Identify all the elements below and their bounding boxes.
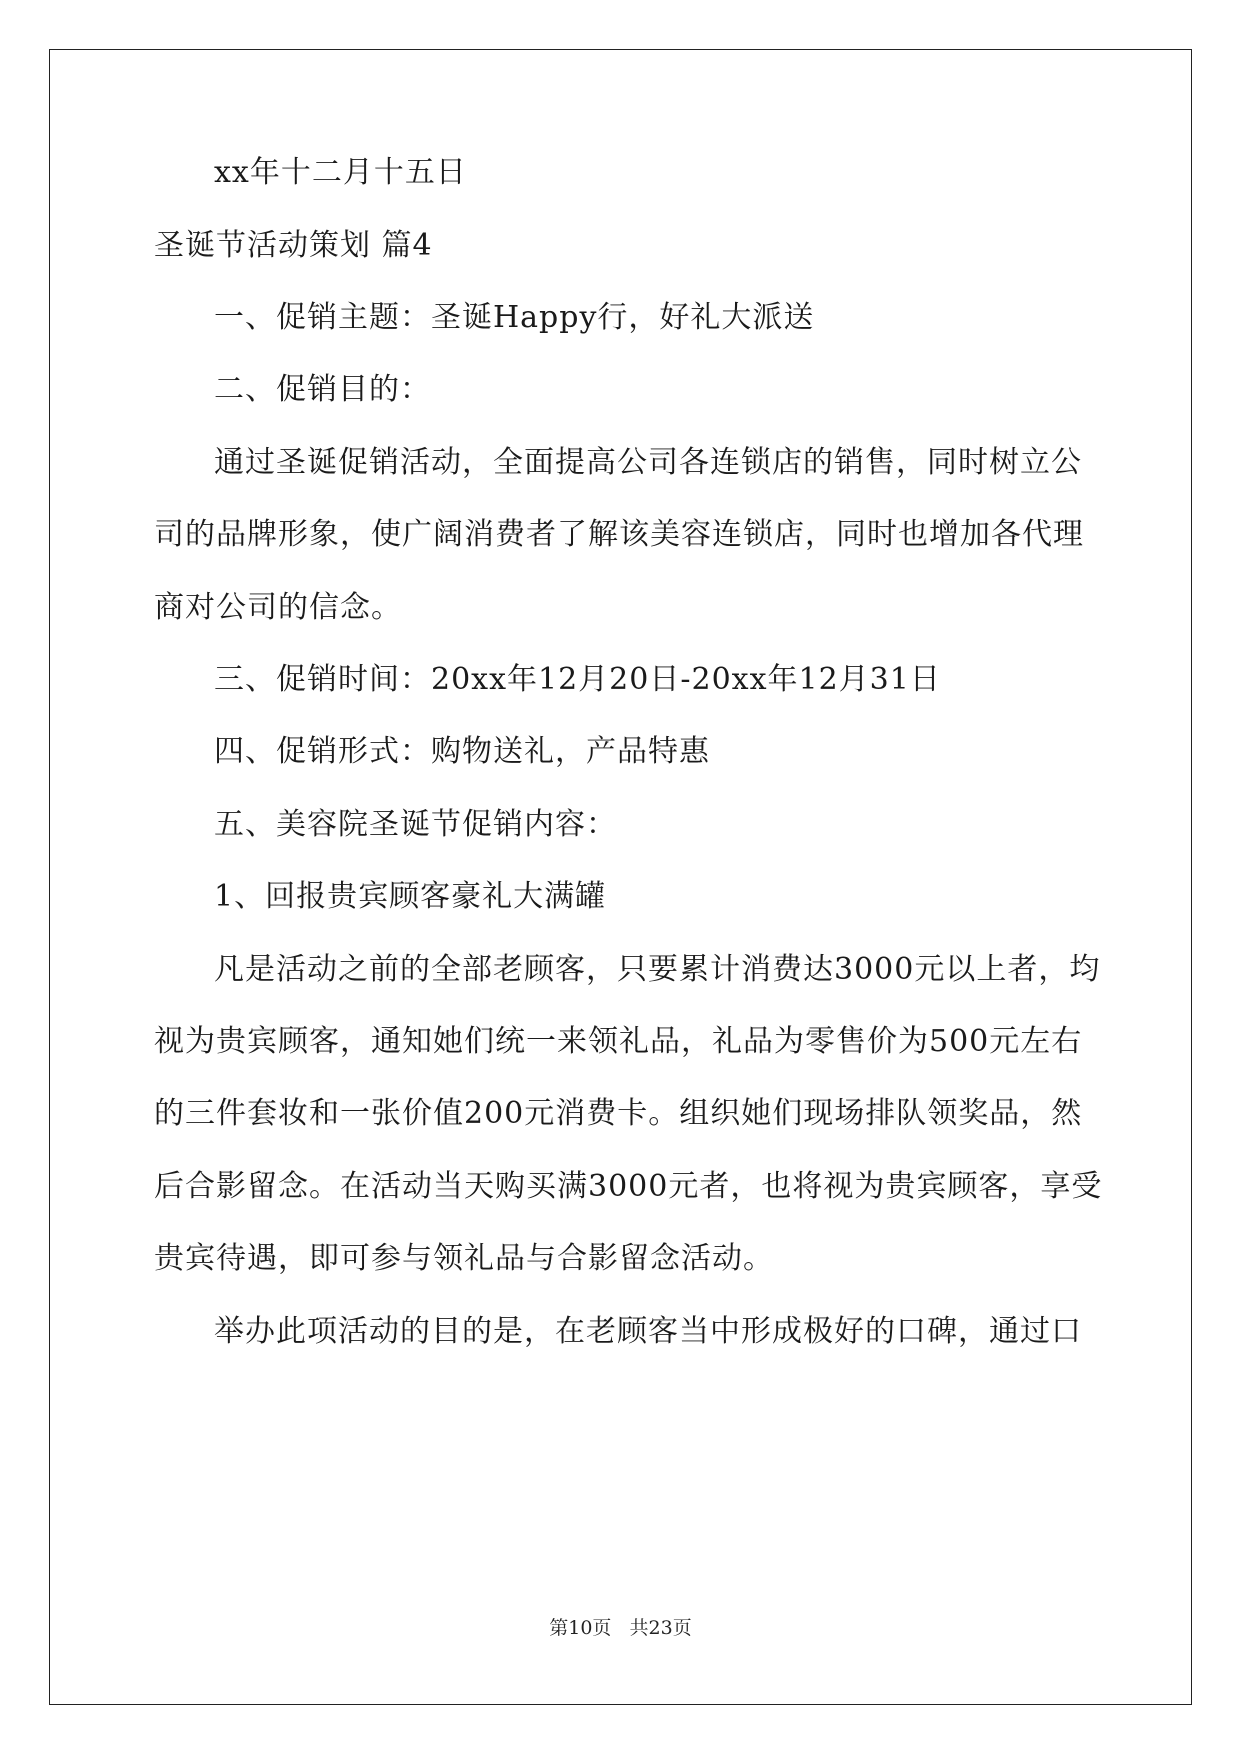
promo-theme: 一、促销主题：圣诞Happy行，好礼大派送 bbox=[214, 300, 815, 335]
promo-content-heading: 五、美容院圣诞节促销内容： bbox=[214, 807, 617, 842]
paragraph-line: 的三件套妆和一张价值200元消费卡。组织她们现场排队领奖品，然 bbox=[154, 1096, 1083, 1131]
promo-purpose-heading: 二、促销目的： bbox=[214, 372, 431, 407]
paragraph-line: 司的品牌形象，使广阔消费者了解该美容连锁店，同时也增加各代理 bbox=[154, 517, 1084, 552]
paragraph-line: 举办此项活动的目的是，在老顾客当中形成极好的口碑，通过口 bbox=[214, 1314, 1082, 1349]
promo-time: 三、促销时间：20xx年12月20日-20xx年12月31日 bbox=[214, 662, 941, 697]
promo-form: 四、促销形式：购物送礼，产品特惠 bbox=[214, 734, 710, 769]
paragraph-line: 贵宾待遇，即可参与领礼品与合影留念活动。 bbox=[154, 1241, 774, 1276]
page-footer: 第10页 共23页 bbox=[549, 1617, 692, 1639]
paragraph-line: 通过圣诞促销活动，全面提高公司各连锁店的销售，同时树立公 bbox=[214, 445, 1082, 480]
paragraph-line: 后合影留念。在活动当天购买满3000元者，也将视为贵宾顾客，享受 bbox=[154, 1169, 1103, 1204]
paragraph-line: 凡是活动之前的全部老顾客，只要累计消费达3000元以上者，均 bbox=[214, 952, 1101, 987]
section-heading: 圣诞节活动策划 篇4 bbox=[154, 228, 433, 263]
paragraph-line: 商对公司的信念。 bbox=[154, 590, 402, 625]
date-line: xx年十二月十五日 bbox=[214, 155, 467, 190]
paragraph-line: 视为贵宾顾客，通知她们统一来领礼品，礼品为零售价为500元左右 bbox=[154, 1024, 1083, 1059]
subheading: 1、回报贵宾顾客豪礼大满罐 bbox=[214, 879, 607, 914]
